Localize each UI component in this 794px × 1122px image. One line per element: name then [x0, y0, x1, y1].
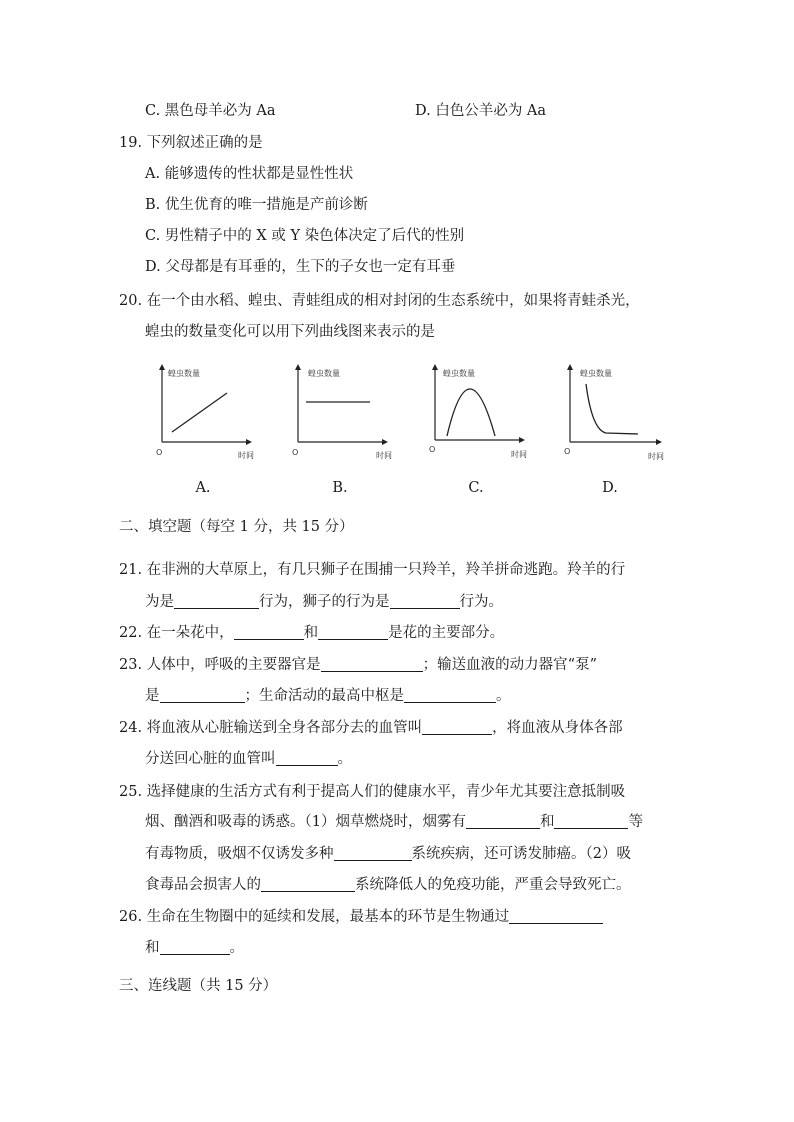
graph-b-xlabel: 时间: [376, 451, 392, 460]
graph-c-x-arrow: [519, 437, 525, 443]
q19-option-a: A. 能够遗传的性状都是显性性状: [145, 166, 354, 182]
graph-b-ylabel: 蝗虫数量: [308, 369, 340, 378]
q24-line2: [145, 749, 352, 769]
q21-blank-1[interactable]: [174, 593, 259, 609]
graph-a-label: A.: [195, 480, 211, 496]
q26-blank-2[interactable]: [160, 939, 230, 955]
q22-blank-1[interactable]: [234, 624, 304, 640]
q26-line2: [145, 938, 244, 958]
q24-blank-1[interactable]: [422, 719, 492, 735]
q26-blank-1[interactable]: [509, 908, 603, 924]
q25-text-a: 烟、酗酒和吸毒的诱惑。（1）烟草燃烧时，烟雾有: [145, 814, 466, 830]
q25-blank-1[interactable]: [466, 813, 540, 829]
graph-a-curve: [172, 393, 227, 432]
graph-a-origin: O: [156, 448, 163, 457]
graph-c-origin: O: [429, 445, 436, 454]
q26-text-c: 。: [229, 940, 244, 956]
q19-option-b: B. 优生优育的唯一措施是产前诊断: [145, 197, 368, 213]
q25-blank-3[interactable]: [334, 845, 412, 861]
q25-text-g: 系统降低人的免疫功能，严重会导致死亡。: [355, 877, 631, 893]
graph-a: [150, 362, 265, 462]
q25-text-c: 等: [628, 814, 643, 830]
q21-blank-2[interactable]: [390, 593, 460, 609]
q23-text-e: 。: [496, 688, 511, 704]
q25-blank-4[interactable]: [261, 876, 355, 892]
q24-text-d: 。: [337, 751, 352, 767]
q24-text-b: ，将血液从身体各部: [492, 720, 623, 736]
q26-line1: [119, 907, 603, 927]
q23-line1: [119, 655, 597, 675]
section2-heading: 二、填空题（每空 1 分，共 15 分）: [119, 519, 354, 535]
q25-line4: [145, 875, 631, 895]
graph-b-label: B.: [332, 480, 348, 496]
q18-option-d: D. 白色公羊必为 Aa: [415, 103, 547, 119]
q26-text-b: 和: [145, 940, 160, 956]
graph-a-ylabel: 蝗虫数量: [168, 369, 200, 378]
q24-line1: [119, 718, 623, 738]
graph-c-label: C.: [468, 480, 484, 496]
q23-blank-1[interactable]: [321, 656, 423, 672]
q23-line2: [145, 686, 511, 706]
q21-line1: 21. 在非洲的大草原上，有几只狮子在围捕一只羚羊，羚羊拼命逃跑。羚羊的行: [119, 562, 626, 578]
section3-heading: 三、连线题（共 15 分）: [119, 978, 278, 994]
q22-text-c: 是花的主要部分。: [388, 625, 505, 641]
q19-option-c: C. 男性精子中的 X 或 Y 染色体决定了后代的性别: [145, 228, 465, 244]
graph-c-y-arrow: [432, 364, 438, 370]
q23-blank-2[interactable]: [160, 687, 245, 703]
graph-d-ylabel: 蝗虫数量: [580, 369, 612, 378]
q24-text-a: 24. 将血液从心脏输送到全身各部分去的血管叫: [119, 720, 423, 736]
graph-d-xlabel: 时间: [648, 452, 664, 461]
q25-line3: [145, 844, 631, 864]
q22-text-b: 和: [303, 625, 319, 641]
q20-stem-line2: 蝗虫的数量变化可以用下列曲线图来表示的是: [145, 324, 435, 340]
graph-b: [286, 362, 401, 462]
graph-d-label: D.: [602, 480, 618, 496]
graph-a-xlabel: 时间: [238, 451, 254, 460]
graph-b-x-arrow: [382, 439, 388, 445]
q23-text-a: 23. 人体中，呼吸的主要器官是: [119, 657, 321, 673]
q25-line1: 25. 选择健康的生活方式有利于提高人们的健康水平，青少年尤其要注意抵制吸: [119, 784, 626, 800]
q22-text-a: 22. 在一朵花中，: [119, 625, 234, 641]
graph-c-curve: [447, 389, 495, 436]
q21-text-b: 行为，狮子的行为是: [259, 594, 390, 610]
q25-line2: [145, 812, 643, 832]
graph-c: [423, 362, 538, 462]
q25-text-f: 食毒品会损害人的: [145, 877, 261, 893]
q24-text-c: 分送回心脏的血管叫: [145, 751, 276, 767]
graph-b-y-arrow: [295, 364, 301, 370]
q22-blank-2[interactable]: [318, 624, 388, 640]
q19-option-d: D. 父母都是有耳垂的，生下的子女也一定有耳垂: [145, 259, 456, 275]
q23-blank-3[interactable]: [404, 687, 496, 703]
q22-line: [119, 623, 504, 643]
graph-a-y-arrow: [159, 364, 165, 370]
q19-stem: 19. 下列叙述正确的是: [119, 135, 263, 151]
graph-d: [558, 362, 673, 462]
q23-text-d: ；生命活动的最高中枢是: [244, 688, 404, 704]
graph-c-ylabel: 蝗虫数量: [443, 369, 475, 378]
q25-text-d: 有毒物质，吸烟不仅诱发多种: [145, 846, 334, 862]
q20-stem-line1: 20. 在一个由水稻、蝗虫、青蛙组成的相对封闭的生态系统中，如果将青蛙杀光，: [119, 293, 640, 309]
graph-b-origin: O: [292, 448, 299, 457]
graph-d-x-arrow: [656, 439, 662, 445]
q25-text-e: 系统疾病，还可诱发肺癌。（2）吸: [411, 846, 631, 862]
q25-text-b: 和: [539, 814, 555, 830]
graph-d-y-arrow: [567, 364, 573, 370]
graph-d-curve: [586, 384, 638, 434]
q24-blank-2[interactable]: [276, 750, 338, 766]
q21-line2: [145, 592, 503, 612]
graph-c-xlabel: 时间: [511, 450, 527, 459]
q21-text-a: 为是: [145, 594, 174, 610]
q18-option-c: C. 黑色母羊必为 Aa: [145, 103, 276, 119]
q23-text-b: ；输送血液的动力器官“泵”: [422, 657, 597, 673]
q21-text-c: 行为。: [459, 594, 503, 610]
graph-a-x-arrow: [246, 439, 252, 445]
q26-text-a: 26. 生命在生物圈中的延续和发展，最基本的环节是生物通过: [119, 909, 510, 925]
graph-d-origin: O: [564, 447, 571, 456]
q25-blank-2[interactable]: [554, 813, 628, 829]
q23-text-c: 是: [145, 688, 160, 704]
